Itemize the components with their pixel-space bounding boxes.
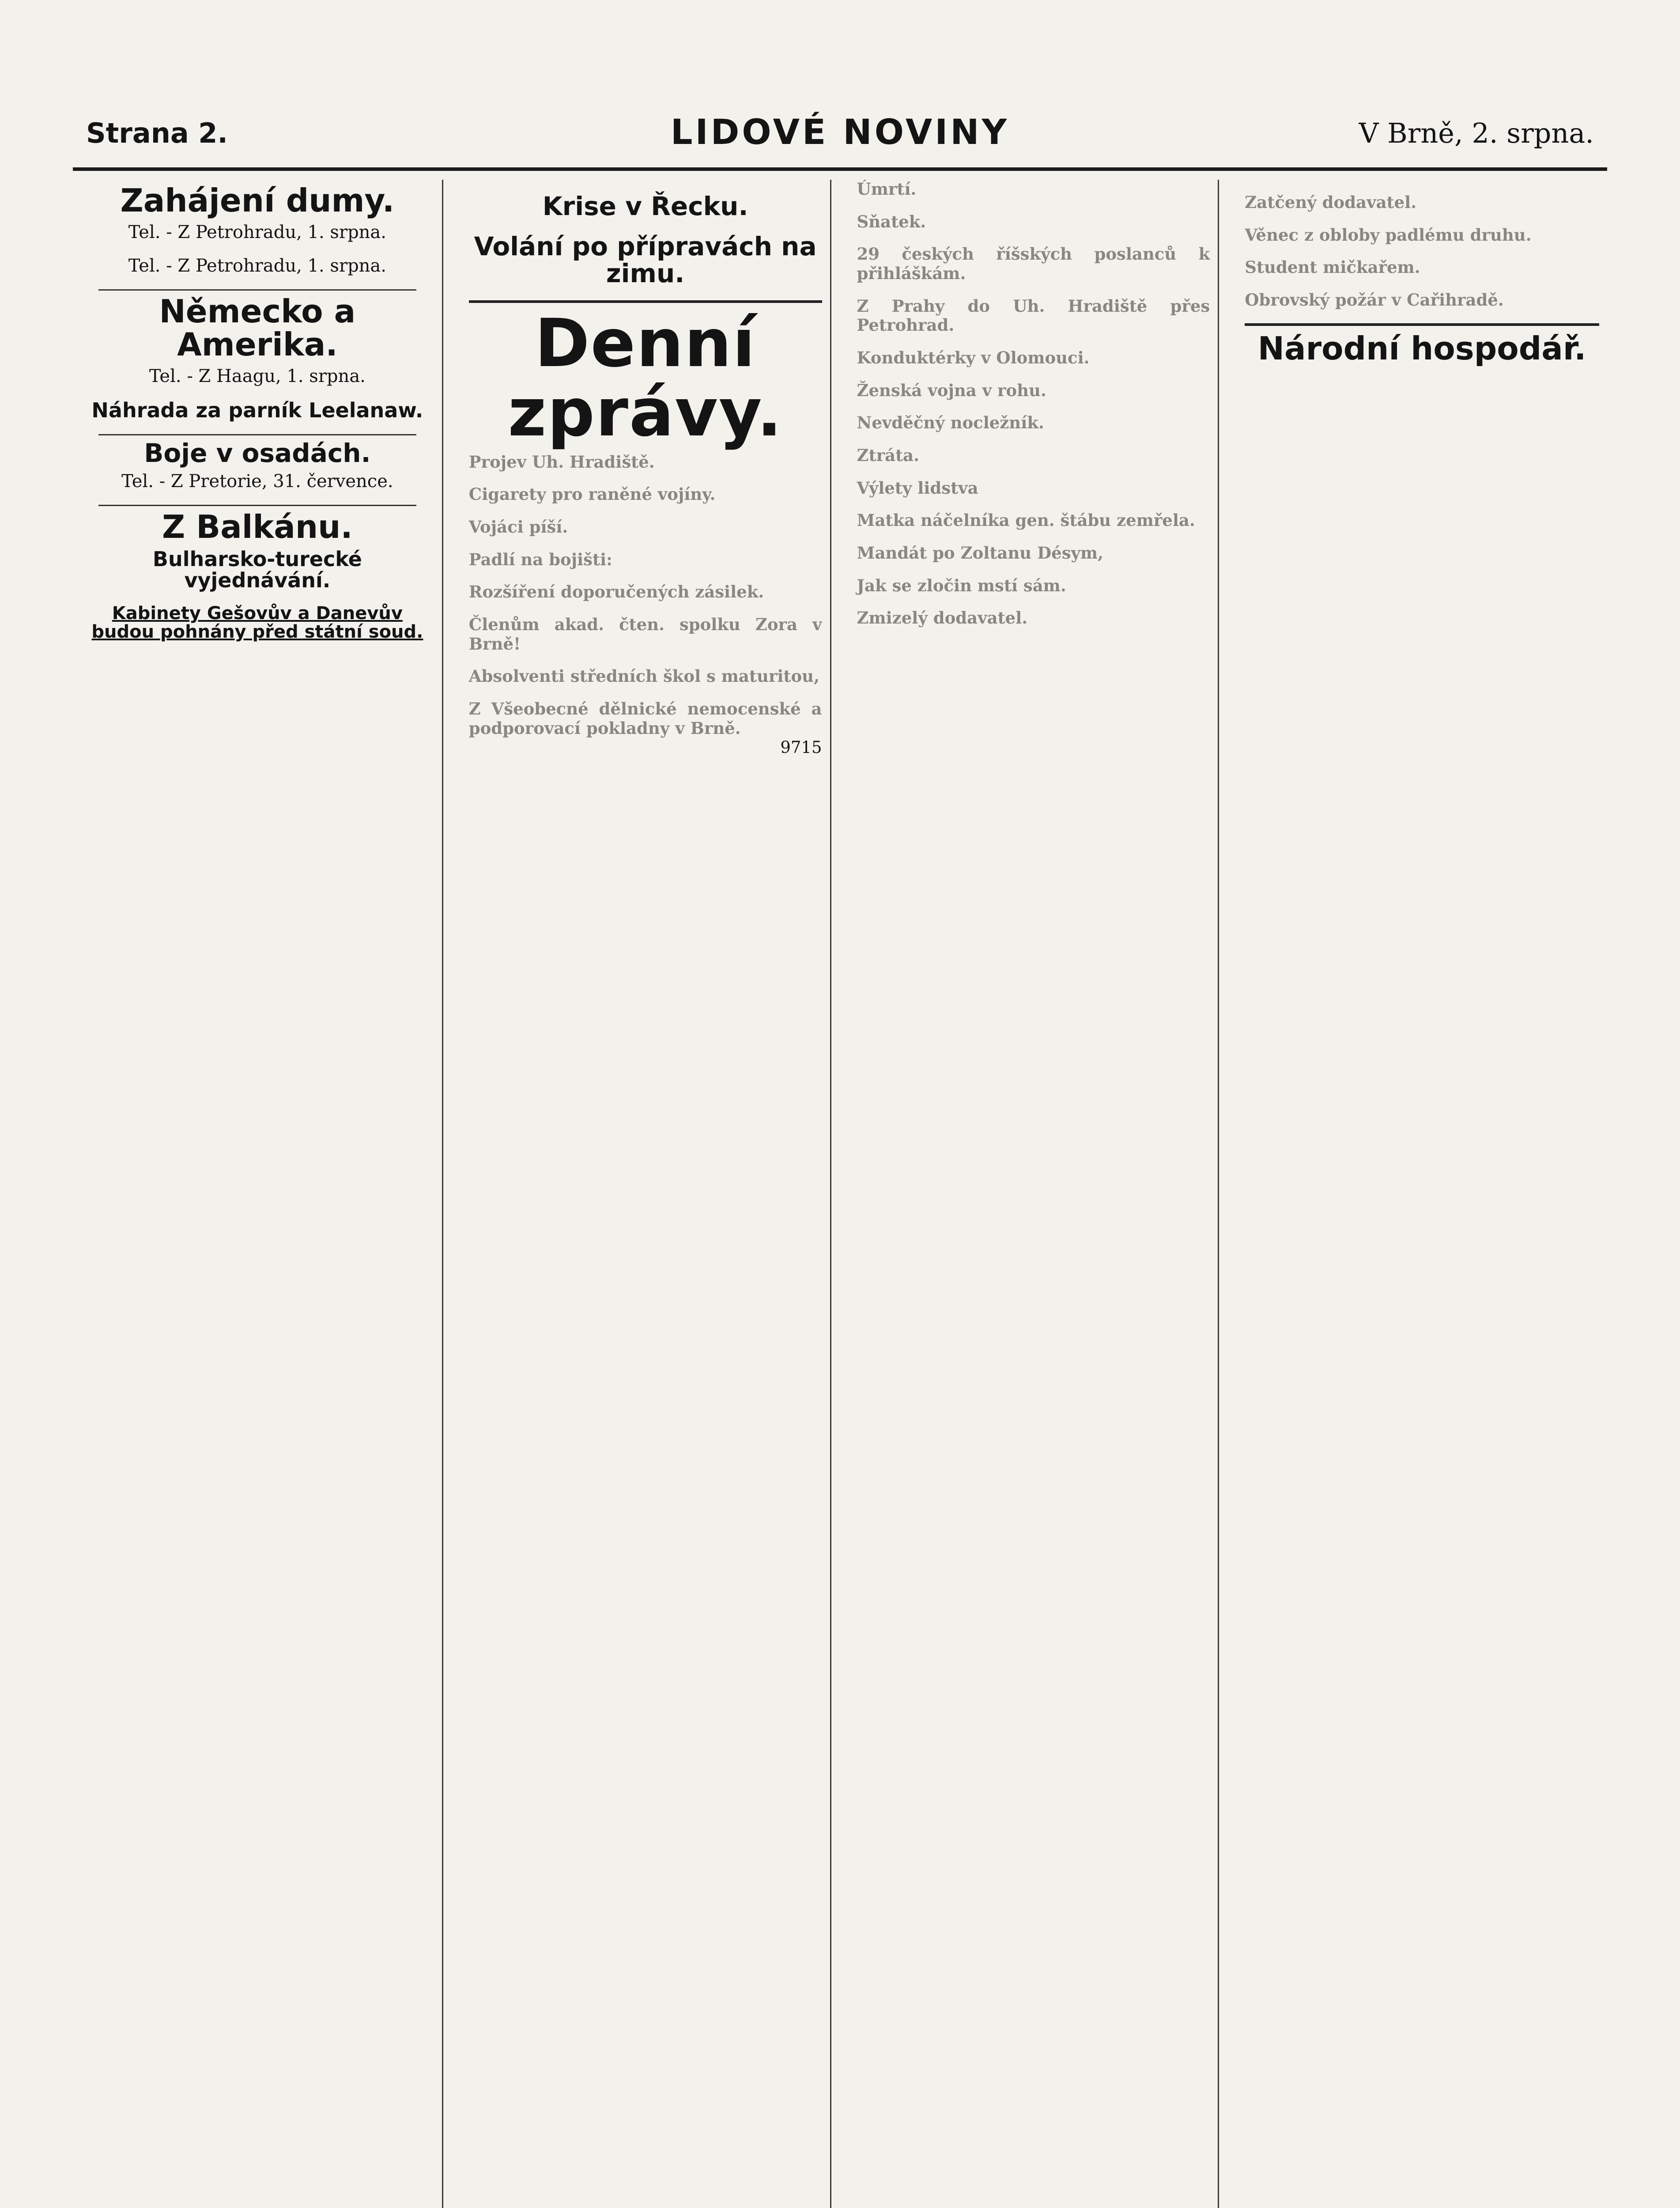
article-nocleznik (857, 413, 1210, 433)
paragraph-head: Ztráta. (857, 445, 920, 465)
paragraph-head: Padlí na bojišti: (468, 549, 612, 569)
paragraph-head: Obrovský požár v Cařihradě. (1245, 290, 1504, 310)
article-body (857, 511, 1210, 530)
article-headline: Německo a Amerika. (159, 292, 356, 363)
article-padli (469, 550, 822, 570)
article-zlocin (857, 576, 1210, 596)
article-headline: Boje v osadách. (144, 438, 371, 469)
paragraph-head: Věnec z obloby padlému druhu. (1245, 225, 1532, 245)
article-ztrata (857, 446, 1210, 465)
article-body (1245, 258, 1599, 277)
article-subhead: Bulharsko-turecké vyjednávání. (152, 547, 362, 592)
article-body (469, 699, 822, 738)
article-body (469, 453, 822, 472)
article-body (857, 544, 1210, 563)
paragraph-head: Výlety lidstva (857, 478, 978, 498)
article-body (857, 576, 1210, 596)
column-1 (73, 180, 443, 2208)
article-body (857, 479, 1210, 498)
section-denni-zpravy (468, 305, 822, 472)
newspaper-title: LIDOVÉ NOVINY (670, 113, 1010, 152)
paragraph-head: Rozšíření doporučených zásilek. (468, 582, 764, 602)
section-narodni-hospodar (1245, 329, 1599, 367)
article-vylety (857, 479, 1210, 498)
masthead-rule (73, 167, 1607, 171)
article-nemecko-amerika (81, 292, 434, 386)
paragraph-head: Absolventi středních škol s maturitou, (468, 666, 819, 686)
article-body (857, 413, 1210, 433)
section-rule (1245, 323, 1599, 326)
paragraph-head: Zatčený dodavatel. (1245, 193, 1417, 212)
article-mandat (857, 544, 1210, 563)
issue-date: V Brně, 2. srpna. (1359, 117, 1594, 149)
article-body (1245, 226, 1599, 245)
paragraph-head: Z Prahy do Uh. Hradiště přes Petrohrad. (857, 296, 1210, 335)
article-vojaci-pisi (469, 518, 822, 537)
article-venec (1245, 226, 1599, 245)
article-zenska-vojna (857, 381, 1210, 401)
columns (73, 180, 1607, 2208)
end-number: 9715 (780, 738, 822, 757)
article-body (857, 446, 1210, 465)
article-dateline: Tel. - Z Petrohradu, 1. srpna. (128, 222, 386, 242)
article-subhead: Náhrada za parník Leelanaw. (91, 398, 423, 422)
paragraph-head: Členům akad. čten. spolku Zora v Brně! (468, 614, 822, 654)
article-boje-osadach (81, 440, 434, 492)
article-body (857, 348, 1210, 368)
article-zasilky (469, 582, 822, 602)
paragraph-head: Úmrtí. (857, 180, 917, 199)
article-body (857, 381, 1210, 401)
article-duma-2 (81, 256, 434, 276)
article-headline: Krise v Řecku. (542, 191, 748, 221)
paragraph-head: Mandát po Zoltanu Désym, (857, 543, 1104, 563)
article-krise-recku (469, 193, 822, 220)
article-headline: Z Balkánu. (162, 508, 353, 545)
article-volani-zima (469, 233, 822, 287)
article-body (857, 212, 1210, 232)
article-headline: Volání po přípravách na zimu. (474, 231, 817, 288)
paragraph-head: Matka náčelníka gen. štábu zemřela. (857, 510, 1195, 530)
article-dateline: Tel. - Z Petrohradu, 1. srpna. (128, 255, 386, 276)
page-number: Strana 2. (86, 117, 228, 149)
article-zora (469, 615, 822, 654)
paragraph-head: Vojáci píší. (468, 517, 568, 537)
paragraph-head: 29 českých říšských poslanců k přihláškám. (857, 244, 1210, 283)
paragraph-head: Jak se zločin mstí sám. (857, 575, 1066, 595)
article-zatceny-dodavatel (1245, 193, 1599, 212)
article-leelanaw (81, 400, 434, 421)
paragraph-head: Konduktérky v Olomouci. (857, 348, 1090, 367)
article-student (1245, 258, 1599, 277)
paragraph-head: Z Všeobecné dělnické nemocenské a podporovací pokladny v Brně. (468, 699, 822, 738)
article-body (857, 609, 1210, 628)
masthead (73, 113, 1607, 166)
column-3 (849, 180, 1219, 2208)
column-2 (461, 180, 831, 2208)
article-body (857, 180, 1210, 199)
article-duma (81, 184, 434, 242)
article-body (857, 297, 1210, 335)
article-dateline: Tel. - Z Pretorie, 31. července. (121, 471, 393, 492)
article-body (469, 582, 822, 602)
paragraph-head: Projev Uh. Hradiště. (468, 452, 655, 472)
paragraph-head: Cigarety pro raněné vojíny. (468, 484, 716, 504)
article-body (1245, 291, 1599, 310)
article-body (1245, 193, 1599, 212)
article-body (469, 485, 822, 504)
article-z-balkanu (81, 510, 434, 591)
paragraph-head: Student mičkařem. (1245, 257, 1420, 277)
article-pokladna (469, 699, 822, 757)
article-umrti (857, 180, 1210, 199)
article-body (469, 550, 822, 570)
article-body (469, 615, 822, 654)
article-dateline: Tel. - Z Haagu, 1. srpna. (149, 366, 366, 386)
article-kabinety (81, 604, 434, 641)
divider (98, 505, 416, 506)
article-headline: Zahájení dumy. (120, 182, 395, 219)
section-headline: Národní hospodář. (1257, 329, 1586, 367)
article-absolventi (469, 667, 822, 686)
divider (98, 289, 416, 291)
paragraph-head: Ženská vojna v rohu. (857, 380, 1046, 400)
article-poslanci (857, 245, 1210, 283)
article-konduktérky (857, 348, 1210, 368)
article-matka-nacelnika (857, 511, 1210, 530)
paragraph-head: Zmizelý dodavatel. (857, 608, 1028, 628)
paragraph-head: Sňatek. (857, 212, 926, 231)
section-rule (469, 300, 822, 303)
article-z-prahy (857, 297, 1210, 335)
article-subhead: Kabinety Gešovův a Danevův budou pohnány před státní soud. (91, 603, 423, 643)
article-cigarety (469, 485, 822, 504)
article-body (469, 667, 822, 686)
section-headline: Denní zprávy. (508, 305, 783, 452)
column-4 (1237, 180, 1607, 2208)
article-pozar (1245, 291, 1599, 310)
divider (98, 434, 416, 435)
article-zmizely-dodavatel (857, 609, 1210, 628)
article-snatek (857, 212, 1210, 232)
article-body (857, 245, 1210, 283)
paragraph-head: Nevděčný nocležník. (857, 413, 1044, 433)
article-body (469, 518, 822, 537)
